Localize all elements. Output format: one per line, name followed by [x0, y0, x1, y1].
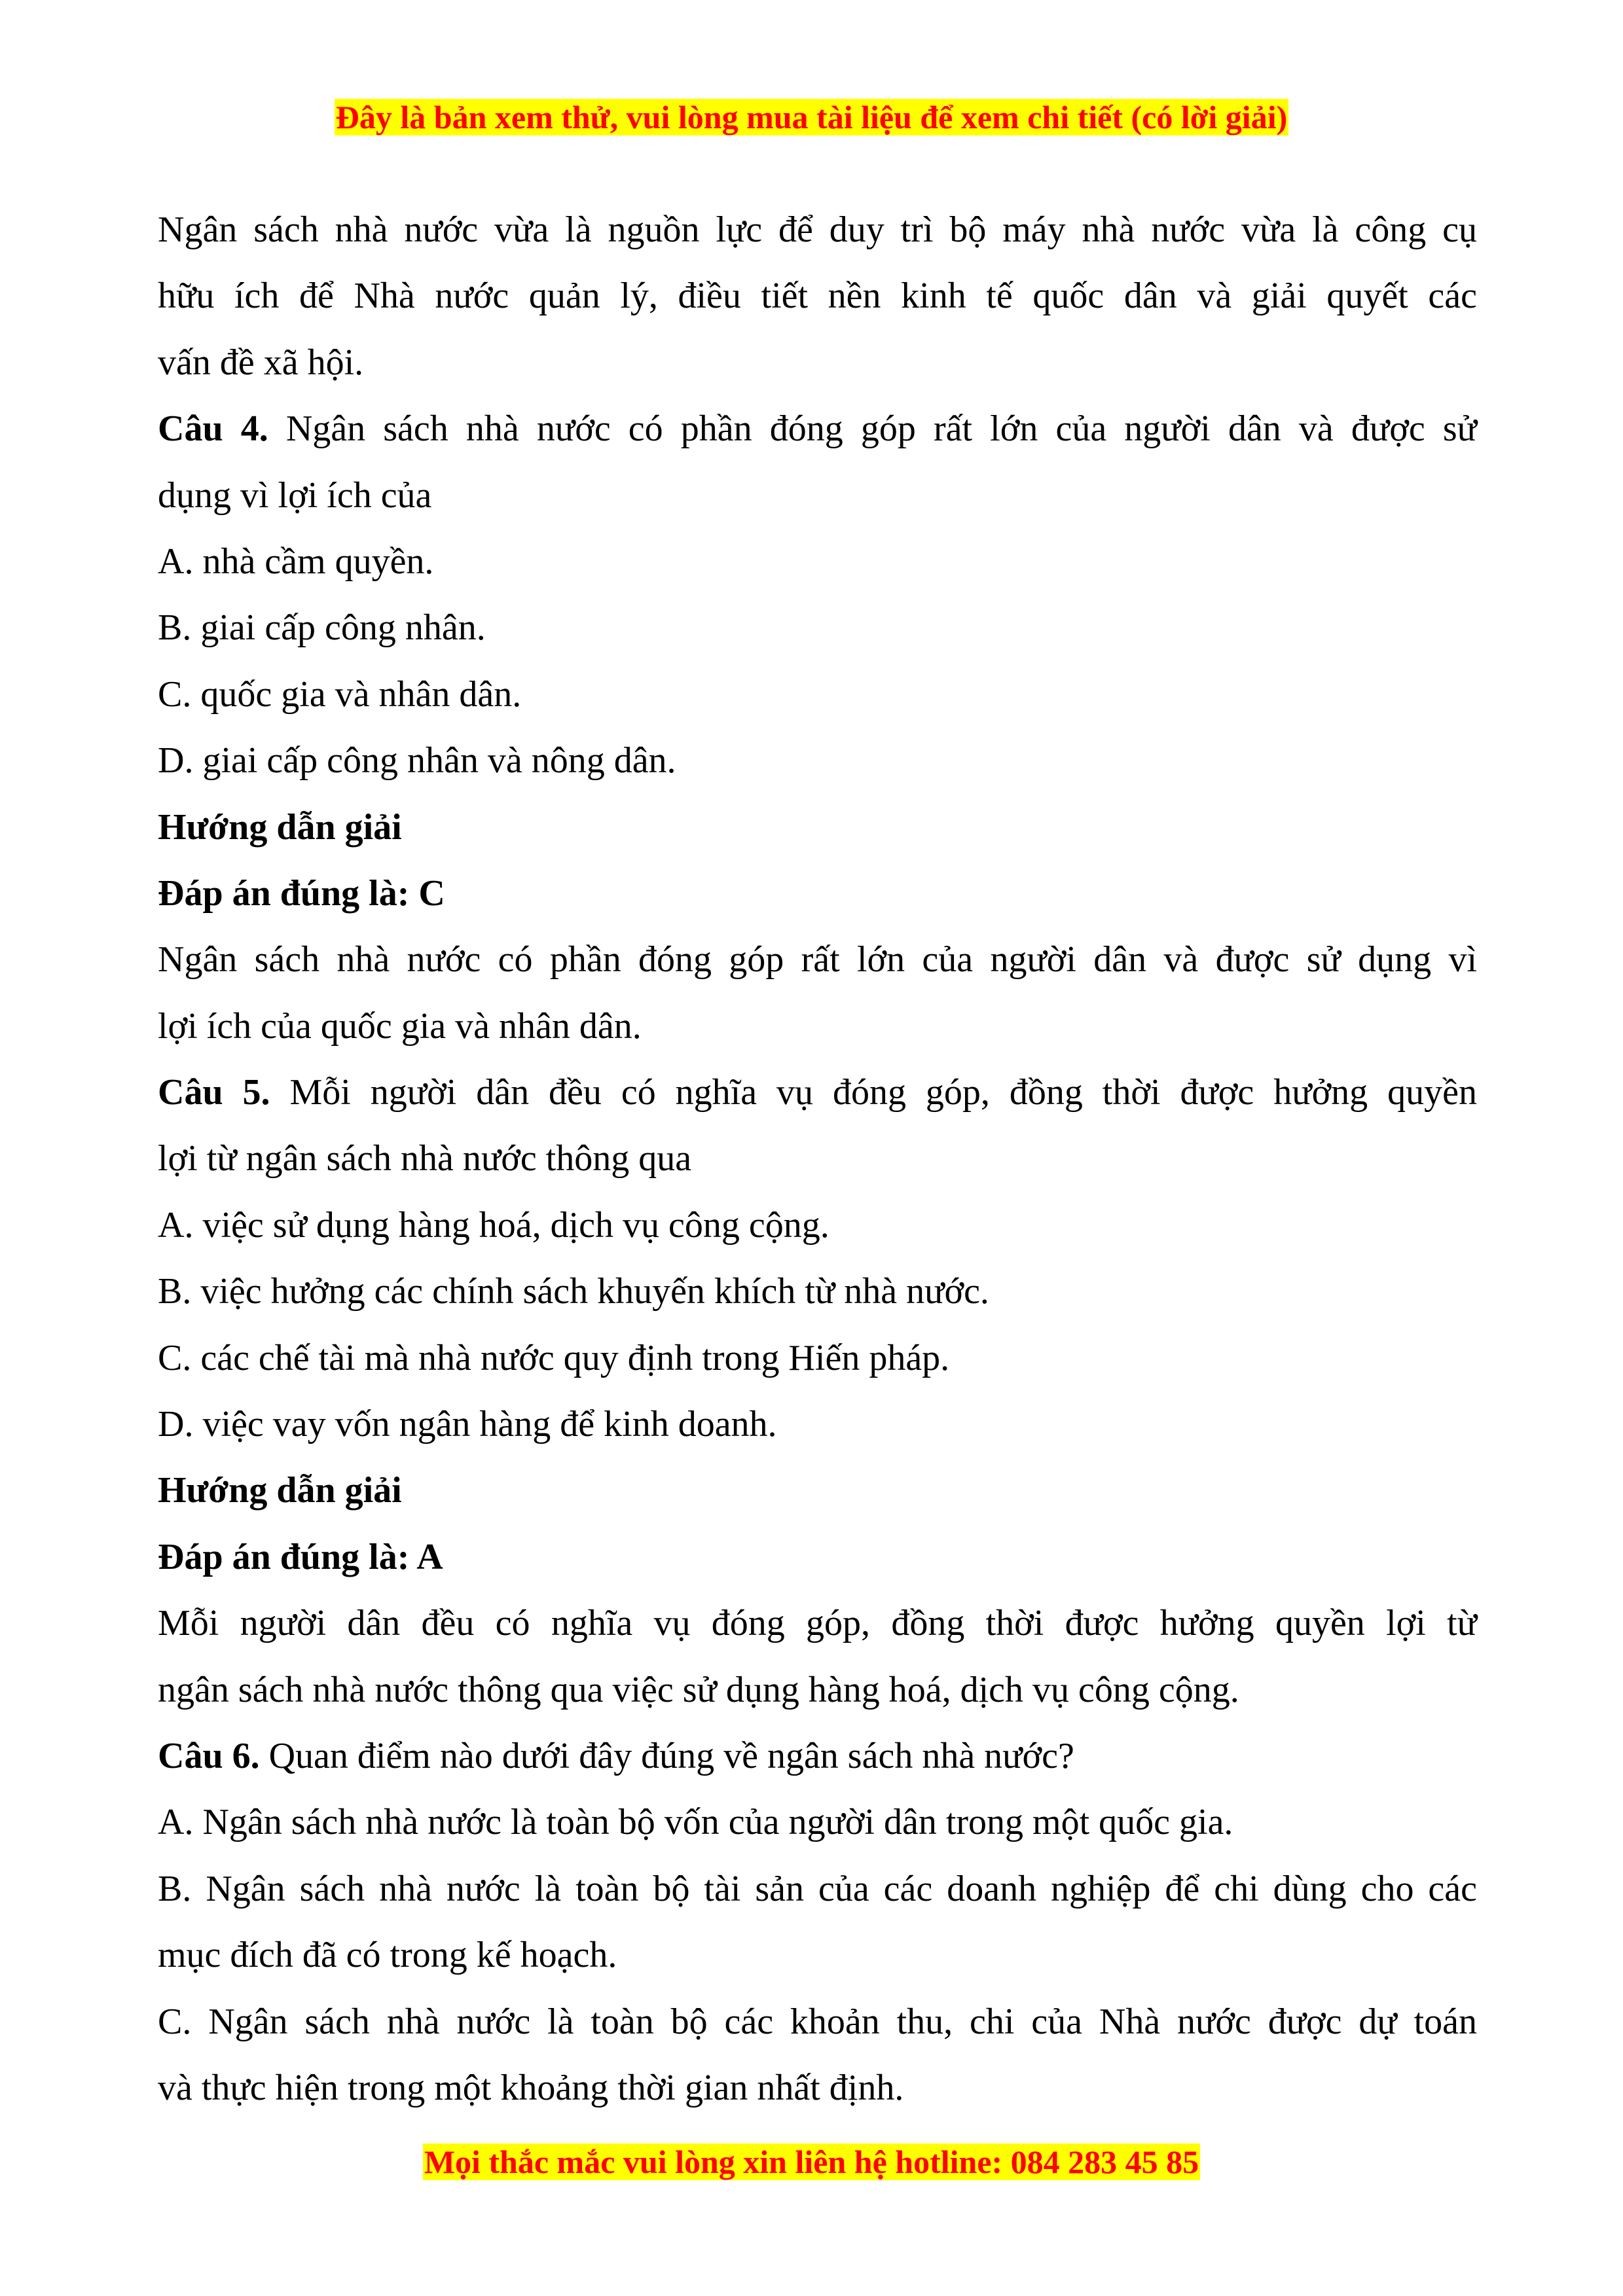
text-line	[158, 1989, 1477, 2055]
preview-notice-text: Đây là bản xem thử, vui lòng mua tài liệu để xem chi tiết (có lời giải)	[335, 99, 1288, 135]
line-text: lợi ích của quốc gia và nhân dân.	[158, 1005, 642, 1047]
line-text: A. Ngân sách nhà nước là toàn bộ vốn của người dân trong một quốc gia.	[158, 1802, 1233, 1843]
text-line	[158, 662, 1477, 728]
line-text: C. Ngân sách nhà nước là toàn bộ các khoản thu, chi của Nhà nước được dự toán	[158, 2001, 1477, 2042]
line-text: B. việc hưởng các chính sách khuyến khích từ nhà nước.	[158, 1271, 989, 1312]
text-line	[158, 197, 1477, 263]
line-text: Ngân sách nhà nước có phần đóng góp rất lớn của người dân và được sử dụng vì	[158, 939, 1477, 980]
text-line	[158, 1723, 1477, 1789]
text-line	[158, 861, 1477, 927]
text-line	[158, 728, 1477, 794]
line-text: D. giai cấp công nhân và nông dân.	[158, 740, 676, 781]
text-line	[158, 795, 1477, 861]
text-line	[158, 263, 1477, 329]
line-text: C. quốc gia và nhân dân.	[158, 673, 522, 715]
text-line	[158, 529, 1477, 595]
line-text: B. Ngân sách nhà nước là toàn bộ tài sản của các doanh nghiệp để chi dùng cho các	[158, 1868, 1477, 1909]
text-line	[158, 595, 1477, 661]
bold-label: Đáp án đúng là: A	[158, 1536, 443, 1577]
document-body	[158, 197, 1477, 2121]
text-line	[158, 1590, 1477, 1657]
line-text: vấn đề xã hội.	[158, 342, 364, 383]
text-line	[158, 2055, 1477, 2121]
line-text: ngân sách nhà nước thông qua việc sử dụng hàng hoá, dịch vụ công cộng.	[158, 1669, 1239, 1710]
text-line	[158, 1789, 1477, 1856]
text-line	[158, 330, 1477, 396]
text-line	[158, 1657, 1477, 1723]
text-line	[158, 1325, 1477, 1391]
line-text: mục đích đã có trong kế hoạch.	[158, 1935, 617, 1976]
text-line	[158, 927, 1477, 993]
line-text: và thực hiện trong một khoảng thời gian nhất định.	[158, 2067, 904, 2108]
text-line	[158, 1856, 1477, 1922]
line-text: B. giai cấp công nhân.	[158, 607, 486, 649]
line-text: A. nhà cầm quyền.	[158, 541, 434, 582]
line-text: C. các chế tài mà nhà nước quy định trong Hiến pháp.	[158, 1337, 950, 1378]
line-text: D. việc vay vốn ngân hàng để kinh doanh.	[158, 1404, 777, 1445]
line-text: Ngân sách nhà nước vừa là nguồn lực để duy trì bộ máy nhà nước vừa là công cụ	[158, 209, 1477, 250]
text-line	[158, 463, 1477, 529]
text-line	[158, 1922, 1477, 1988]
line-text: lợi từ ngân sách nhà nước thông qua	[158, 1138, 692, 1179]
line-text: dụng vì lợi ích của	[158, 475, 432, 516]
text-line	[158, 1458, 1477, 1524]
line-text: hữu ích để Nhà nước quản lý, điều tiết nền kinh tế quốc dân và giải quyết các	[158, 276, 1477, 317]
bold-label: Câu 4.	[158, 408, 268, 450]
preview-notice-banner	[0, 98, 1623, 136]
bold-label: Hướng dẫn giải	[158, 1470, 402, 1511]
line-text: Ngân sách nhà nước có phần đóng góp rất lớn của người dân và được sử	[268, 408, 1477, 450]
hotline-notice-banner	[0, 2143, 1623, 2181]
bold-label: Hướng dẫn giải	[158, 806, 402, 848]
text-line	[158, 1193, 1477, 1259]
text-line	[158, 1524, 1477, 1590]
text-line	[158, 396, 1477, 462]
line-text: Mỗi người dân đều có nghĩa vụ đóng góp, đồng thời được hưởng quyền	[270, 1072, 1477, 1113]
line-text: A. việc sử dụng hàng hoá, dịch vụ công cộng.	[158, 1204, 830, 1246]
bold-label: Câu 6.	[158, 1735, 260, 1776]
line-text: Mỗi người dân đều có nghĩa vụ đóng góp, đồng thời được hưởng quyền lợi từ	[158, 1603, 1477, 1644]
text-line	[158, 1126, 1477, 1192]
text-line	[158, 1391, 1477, 1458]
text-line	[158, 994, 1477, 1060]
text-line	[158, 1060, 1477, 1126]
hotline-notice-text: Mọi thắc mắc vui lòng xin liên hệ hotline: 084 283 45 85	[424, 2144, 1199, 2180]
bold-label: Câu 5.	[158, 1072, 270, 1113]
bold-label: Đáp án đúng là: C	[158, 872, 445, 914]
line-text: Quan điểm nào dưới đây đúng về ngân sách nhà nước?	[259, 1735, 1074, 1776]
text-line	[158, 1259, 1477, 1325]
